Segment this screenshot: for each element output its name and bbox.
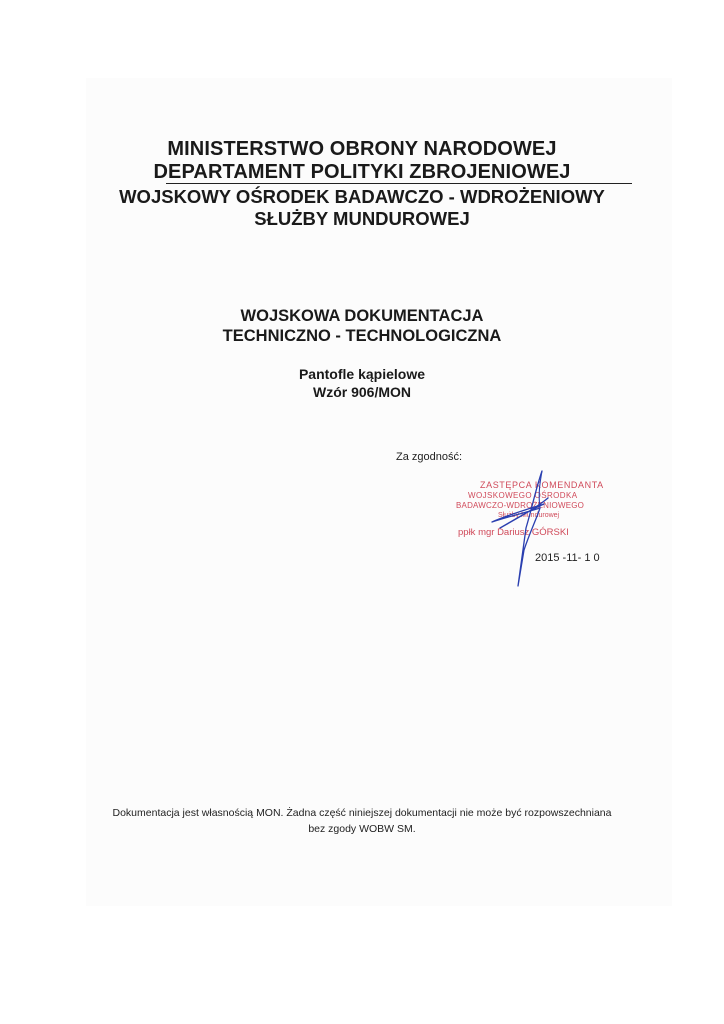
footer-notice-line2: bez zgody WOBW SM.	[308, 823, 416, 835]
institute-name: WOJSKOWY OŚRODEK BADAWCZO - WDROŻENIOWY	[119, 186, 605, 207]
product-model: Wzór 906/MON	[312, 384, 411, 400]
document-title-line1: WOJSKOWA DOKUMENTACJA	[240, 307, 484, 325]
stamp-line4: Służby Mundurowej	[498, 512, 560, 519]
stamp-line3: BADAWCZO-WDROŻENIOWEGO	[456, 501, 585, 510]
header-divider	[166, 183, 632, 184]
stamp-line1: ZASTĘPCA KOMENDANTA	[480, 480, 604, 490]
approval-stamp	[440, 468, 620, 588]
stamp-line2: WOJSKOWEGO OŚRODKA	[468, 491, 578, 500]
stamp-date: 2015 -11- 1 0	[535, 552, 600, 564]
product-name: Pantofle kąpielowe	[298, 366, 426, 382]
ministry-name: MINISTERSTWO OBRONY NARODOWEJ	[167, 138, 557, 160]
document-title-line2: TECHNICZNO - TECHNOLOGICZNA	[222, 327, 502, 345]
footer-notice-line1: Dokumentacja jest własnością MON. Żadna część niniejszej dokumentacji nie może być rozpowszechniana	[112, 807, 612, 819]
department-name: DEPARTAMENT POLITYKI ZBROJENIOWEJ	[153, 161, 571, 183]
approval-label: Za zgodność:	[396, 451, 463, 463]
stamp-officer-name: ppłk mgr Dariusz GÓRSKI	[458, 527, 569, 538]
institute-service: SŁUŻBY MUNDUROWEJ	[254, 208, 470, 229]
